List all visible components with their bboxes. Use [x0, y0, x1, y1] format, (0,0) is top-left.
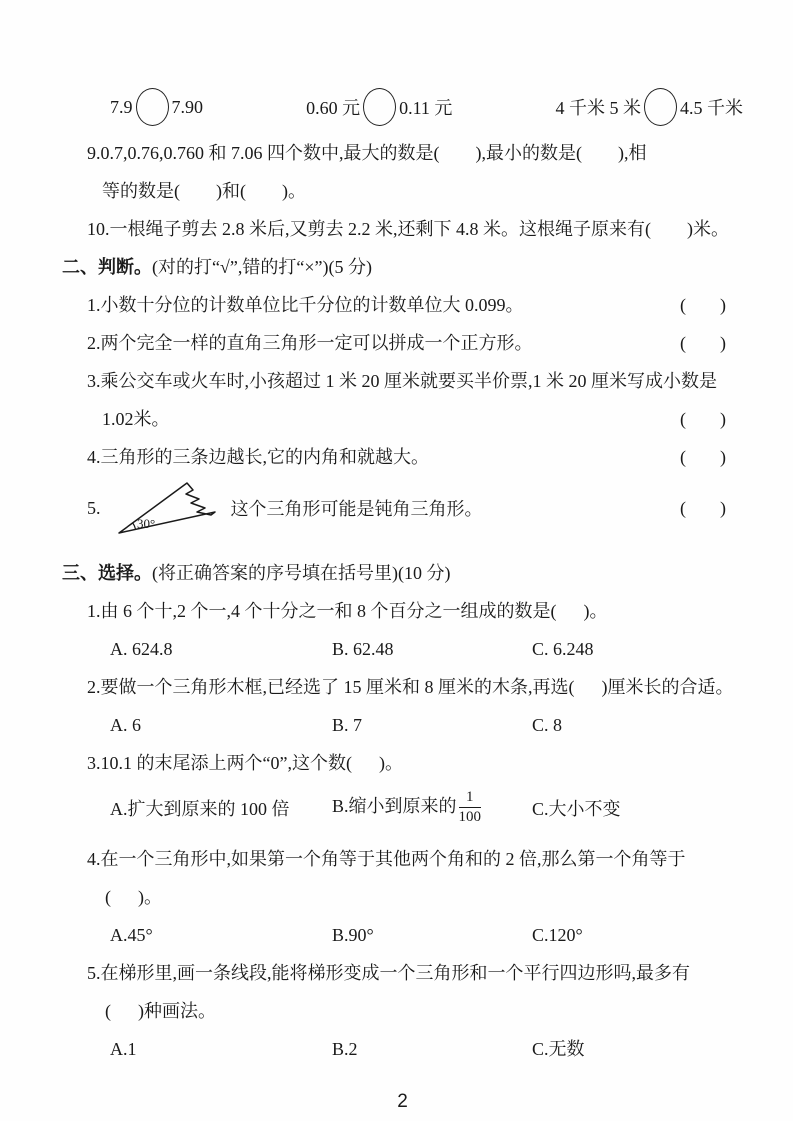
choice-5-options	[110, 1030, 743, 1068]
angle-degree-label: 30°	[136, 516, 155, 531]
judge-item-1	[62, 286, 743, 324]
fill-question-9-line2: 等的数是( )和( )。	[102, 181, 306, 201]
choice-question-3: 3.10.1 的末尾添上两个“0”,这个数( )。	[87, 753, 403, 773]
choice-option-a: A. 624.8	[110, 639, 173, 659]
judge-statement: 1.小数十分位的计数单位比千分位的计数单位大 0.099。	[87, 295, 524, 315]
judge-item-3-line1: 3.乘公交车或火车时,小孩超过 1 米 20 厘米就要买半价票,1 米 20 厘米写成小数是	[87, 371, 717, 391]
judge-item-4	[62, 438, 743, 476]
angle-arc	[132, 523, 135, 530]
choice-question-4-line1: 4.在一个三角形中,如果第一个角等于其他两个角和的 2 倍,那么第一个角等于	[87, 849, 686, 869]
comparison-pair-1	[110, 88, 203, 126]
choice-question-4-line2: ( )。	[105, 887, 162, 907]
compare-right-value: 7.90	[171, 96, 203, 117]
compare-left-value: 7.9	[110, 96, 133, 117]
fraction-1-100	[459, 789, 482, 825]
choice-option-b: B.2	[332, 1039, 358, 1059]
choice-question-2: 2.要做一个三角形木框,已经选了 15 厘米和 8 厘米的木条,再选( )厘米长的合适。	[87, 677, 734, 697]
compare-left-value: 0.60 元	[306, 98, 361, 118]
choice-option-a: A.1	[110, 1039, 137, 1059]
choice-question-5-line2: ( )种画法。	[105, 1001, 216, 1021]
choice-3-options	[110, 782, 743, 834]
choice-option-c: C.120°	[532, 925, 583, 945]
answer-circle	[644, 88, 677, 126]
choice-option-b: B. 7	[332, 715, 363, 735]
choice-question-5-line1: 5.在梯形里,画一条线段,能将梯形变成一个三角形和一个平行四边形吗,最多有	[87, 963, 690, 983]
compare-right-value: 0.11 元	[399, 98, 453, 118]
choice-option-c: C.大小不变	[532, 799, 621, 819]
torn-triangle-outline	[119, 483, 215, 533]
choice-option-b: B.90°	[332, 925, 374, 945]
judge-statement: 2.两个完全一样的直角三角形一定可以拼成一个正方形。	[87, 333, 533, 353]
answer-brackets: ( )	[680, 295, 727, 315]
section-judge-title: 二、判断。	[62, 257, 152, 277]
section-choice-note: (将正确答案的序号填在括号里)(10 分)	[152, 563, 451, 583]
compare-right-value: 4.5 千米	[680, 98, 743, 118]
angle-figure-30deg	[115, 479, 219, 537]
choice-1-options	[110, 630, 743, 668]
answer-brackets: ( )	[680, 497, 727, 518]
answer-circle	[136, 88, 169, 126]
compare-left-value: 4 千米 5 米	[555, 98, 641, 118]
fraction-numerator: 1	[459, 789, 482, 808]
comparison-pair-2	[306, 88, 452, 126]
section-choice-header	[62, 554, 743, 592]
section-judge-note: (对的打“√”,错的打“×”)(5 分)	[152, 257, 372, 277]
comparison-row	[110, 86, 743, 128]
choice-option-c: C. 8	[532, 715, 563, 735]
choice-option-c: C. 6.248	[532, 639, 594, 659]
choice-option-a: A.扩大到原来的 100 倍	[110, 799, 290, 819]
section-judge-header	[62, 248, 743, 286]
answer-brackets: ( )	[680, 409, 727, 429]
fraction-denominator: 100	[458, 808, 482, 825]
page-number: 2	[397, 1091, 408, 1112]
fill-question-9-line1: 9.0.7,0.76,0.760 和 7.06 四个数中,最大的数是( ),最小的数是( ),相	[87, 143, 647, 163]
answer-brackets: ( )	[680, 447, 727, 467]
judge-item-2	[62, 324, 743, 362]
judge-item-3-line2	[62, 400, 743, 438]
choice-option-a: A.45°	[110, 925, 153, 945]
choice-option-b	[332, 790, 532, 826]
choice-option-c: C.无数	[532, 1039, 585, 1059]
judge-statement: 这个三角形可能是钝角三角形。	[230, 499, 483, 519]
choice-option-a: A. 6	[110, 715, 141, 735]
judge-item-5	[62, 476, 743, 540]
judge-statement: 1.02米。	[102, 409, 170, 429]
section-choice-title: 三、选择。	[62, 563, 152, 583]
judge-statement: 4.三角形的三条边越长,它的内角和就越大。	[87, 447, 429, 467]
fill-question-10: 10.一根绳子剪去 2.8 米后,又剪去 2.2 米,还剩下 4.8 米。这根绳子原来有( )米。	[87, 219, 729, 239]
option-b-text: B.缩小到原来的	[332, 796, 457, 817]
choice-question-1: 1.由 6 个十,2 个一,4 个十分之一和 8 个百分之一组成的数是( )。	[87, 601, 608, 621]
choice-4-options	[110, 916, 743, 954]
choice-option-b: B. 62.48	[332, 639, 394, 659]
answer-brackets: ( )	[680, 333, 727, 353]
answer-circle	[363, 88, 396, 126]
choice-2-options	[110, 706, 743, 744]
comparison-pair-3	[556, 88, 744, 126]
judge-item-number: 5.	[87, 497, 101, 518]
